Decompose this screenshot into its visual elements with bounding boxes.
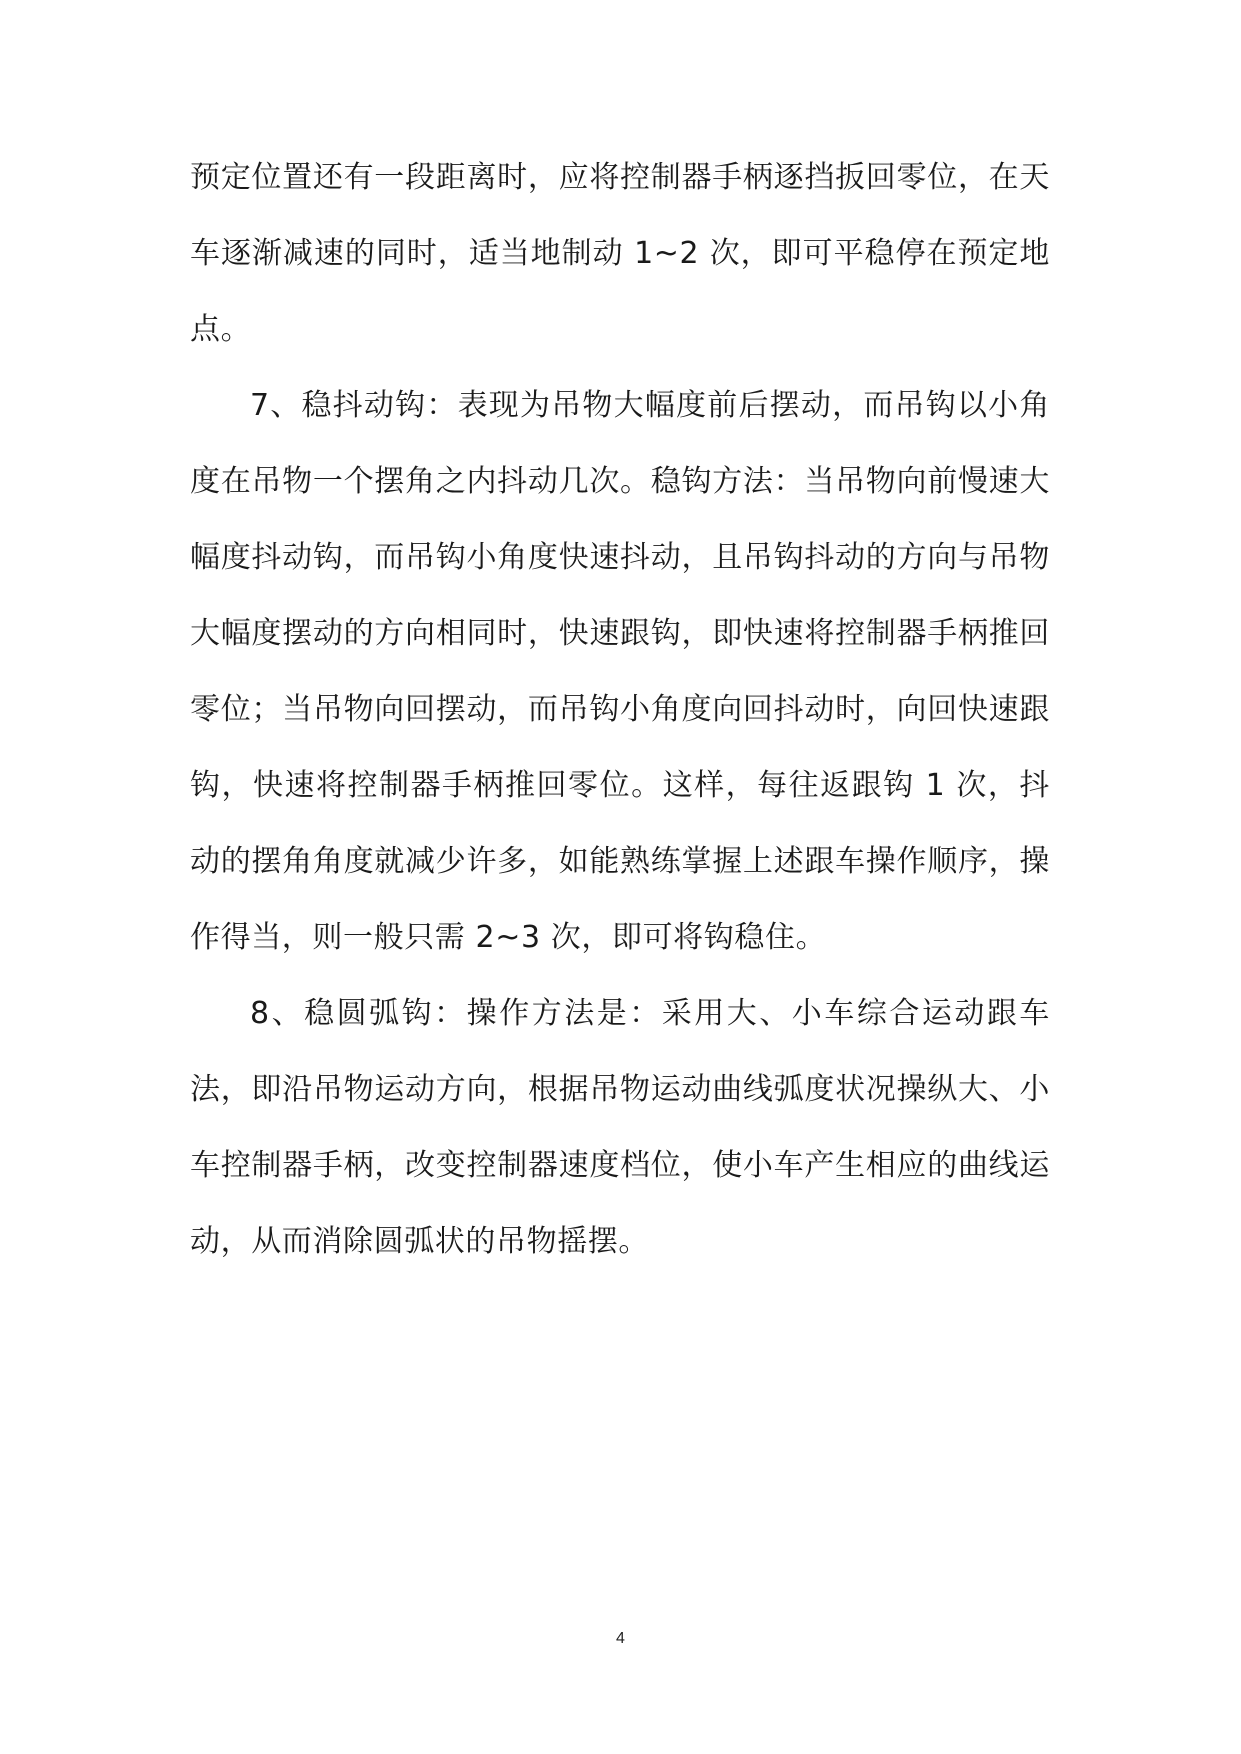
page-number: 4	[616, 1630, 625, 1647]
page-content	[190, 140, 1050, 1280]
paragraph-continuation: 预定位置还有一段距离时，应将控制器手柄逐挡扳回零位，在天车逐渐减速的同时，适当地制动 1~2 次，即可平稳停在预定地点。	[190, 160, 1050, 347]
paragraph-item-7: 7、稳抖动钩：表现为吊物大幅度前后摆动，而吊钩以小角度在吊物一个摆角之内抖动几次。稳钩方法：当吊物向前慢速大幅度抖动钩，而吊钩小角度快速抖动，且吊钩抖动的方向与吊物大幅度摆动的方向相同时，快速跟钩，即快速将控制器手柄推回零位；当吊物向回摆动，而吊钩小角度向回抖动时，向回快速跟钩，快速将控制器手柄推回零位。这样，每往返跟钩 1 次，抖动的摆角角度就减少许多，如能熟练掌握上述跟车操作顺序，操作得当，则一般只需 2~3 次，即可将钩稳住。	[190, 388, 1050, 955]
paragraph-item-8: 8、稳圆弧钩：操作方法是：采用大、小车综合运动跟车法，即沿吊物运动方向，根据吊物运动曲线弧度状况操纵大、小车控制器手柄，改变控制器速度档位，使小车产生相应的曲线运动，从而消除圆弧状的吊物摇摆。	[190, 996, 1050, 1259]
